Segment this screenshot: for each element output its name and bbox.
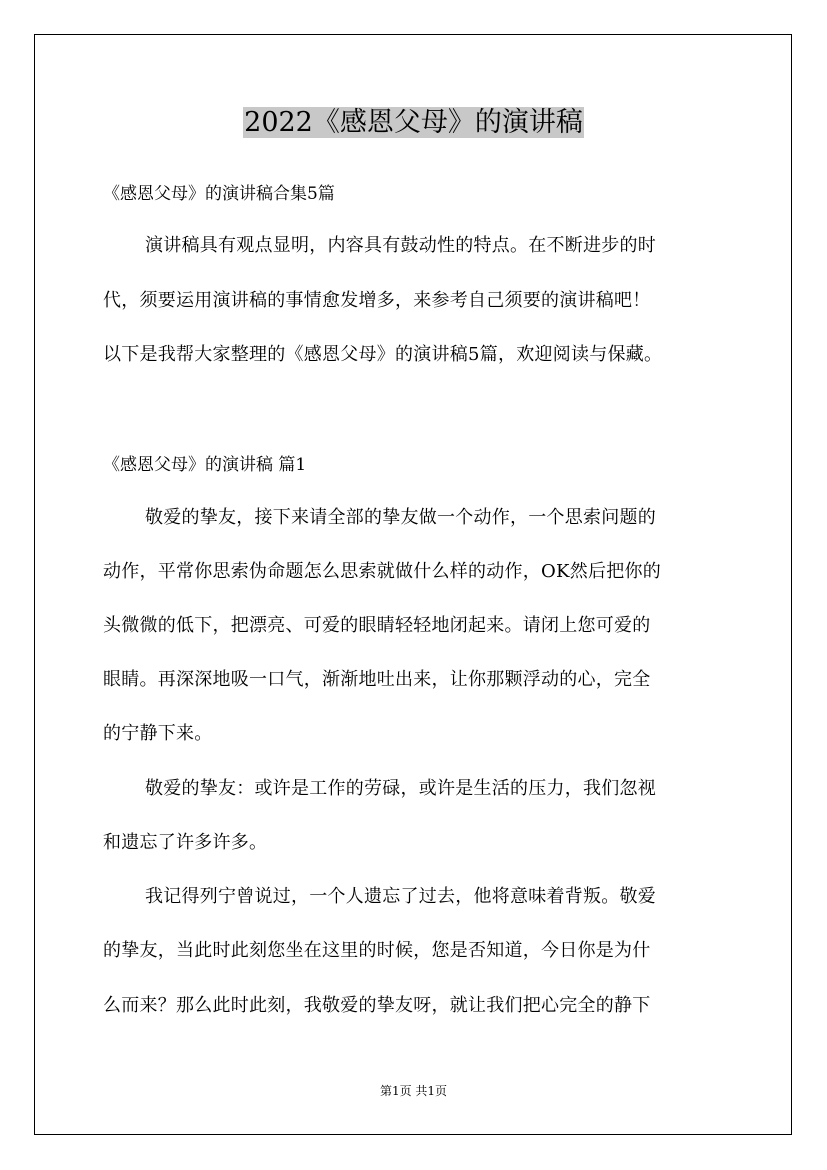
body-line: 的挚友，当此时此刻您坐在这里的时候，您是否知道，今日你是为什 [103,940,651,961]
document-subtitle: 《感恩父母》的演讲稿合集5篇 [103,184,335,204]
body-line: 和遗忘了许多许多。 [103,832,268,853]
body-line: 头微微的低下，把漂亮、可爱的眼睛轻轻地闭起来。请闭上您可爱的 [103,615,651,636]
body-line: 我记得列宁曾说过，一个人遗忘了过去，他将意味着背叛。敬爱 [145,886,656,907]
body-line: 敬爱的挚友：或许是工作的劳碌，或许是生活的压力，我们忽视 [145,778,656,799]
body-line: 动作，平常你思索伪命题怎么思索就做什么样的动作，OK然后把你的 [103,561,661,582]
body-line: 眼睛。再深深地吸一口气，渐渐地吐出来，让你那颗浮动的心，完全 [103,669,651,690]
body-line: 么而来？那么此时此刻，我敬爱的挚友呀，就让我们把心完全的静下 [103,995,651,1016]
body-line: 的宁静下来。 [103,723,213,744]
section-heading: 《感恩父母》的演讲稿 篇1 [103,455,307,475]
intro-line: 以下是我帮大家整理的《感恩父母》的演讲稿5篇，欢迎阅读与保藏。 [103,344,663,365]
intro-line: 演讲稿具有观点显明，内容具有鼓动性的特点。在不断进步的时 [145,235,656,256]
document-title-text: 2022《感恩父母》的演讲稿 [244,107,583,138]
document-title [0,103,827,143]
intro-line: 代，须要运用演讲稿的事情愈发增多，来参考自己须要的演讲稿吧！ [103,290,651,311]
body-line: 敬爱的挚友，接下来请全部的挚友做一个动作，一个思索问题的 [145,507,656,528]
page-footer: 第1页 共1页 [379,1084,448,1098]
